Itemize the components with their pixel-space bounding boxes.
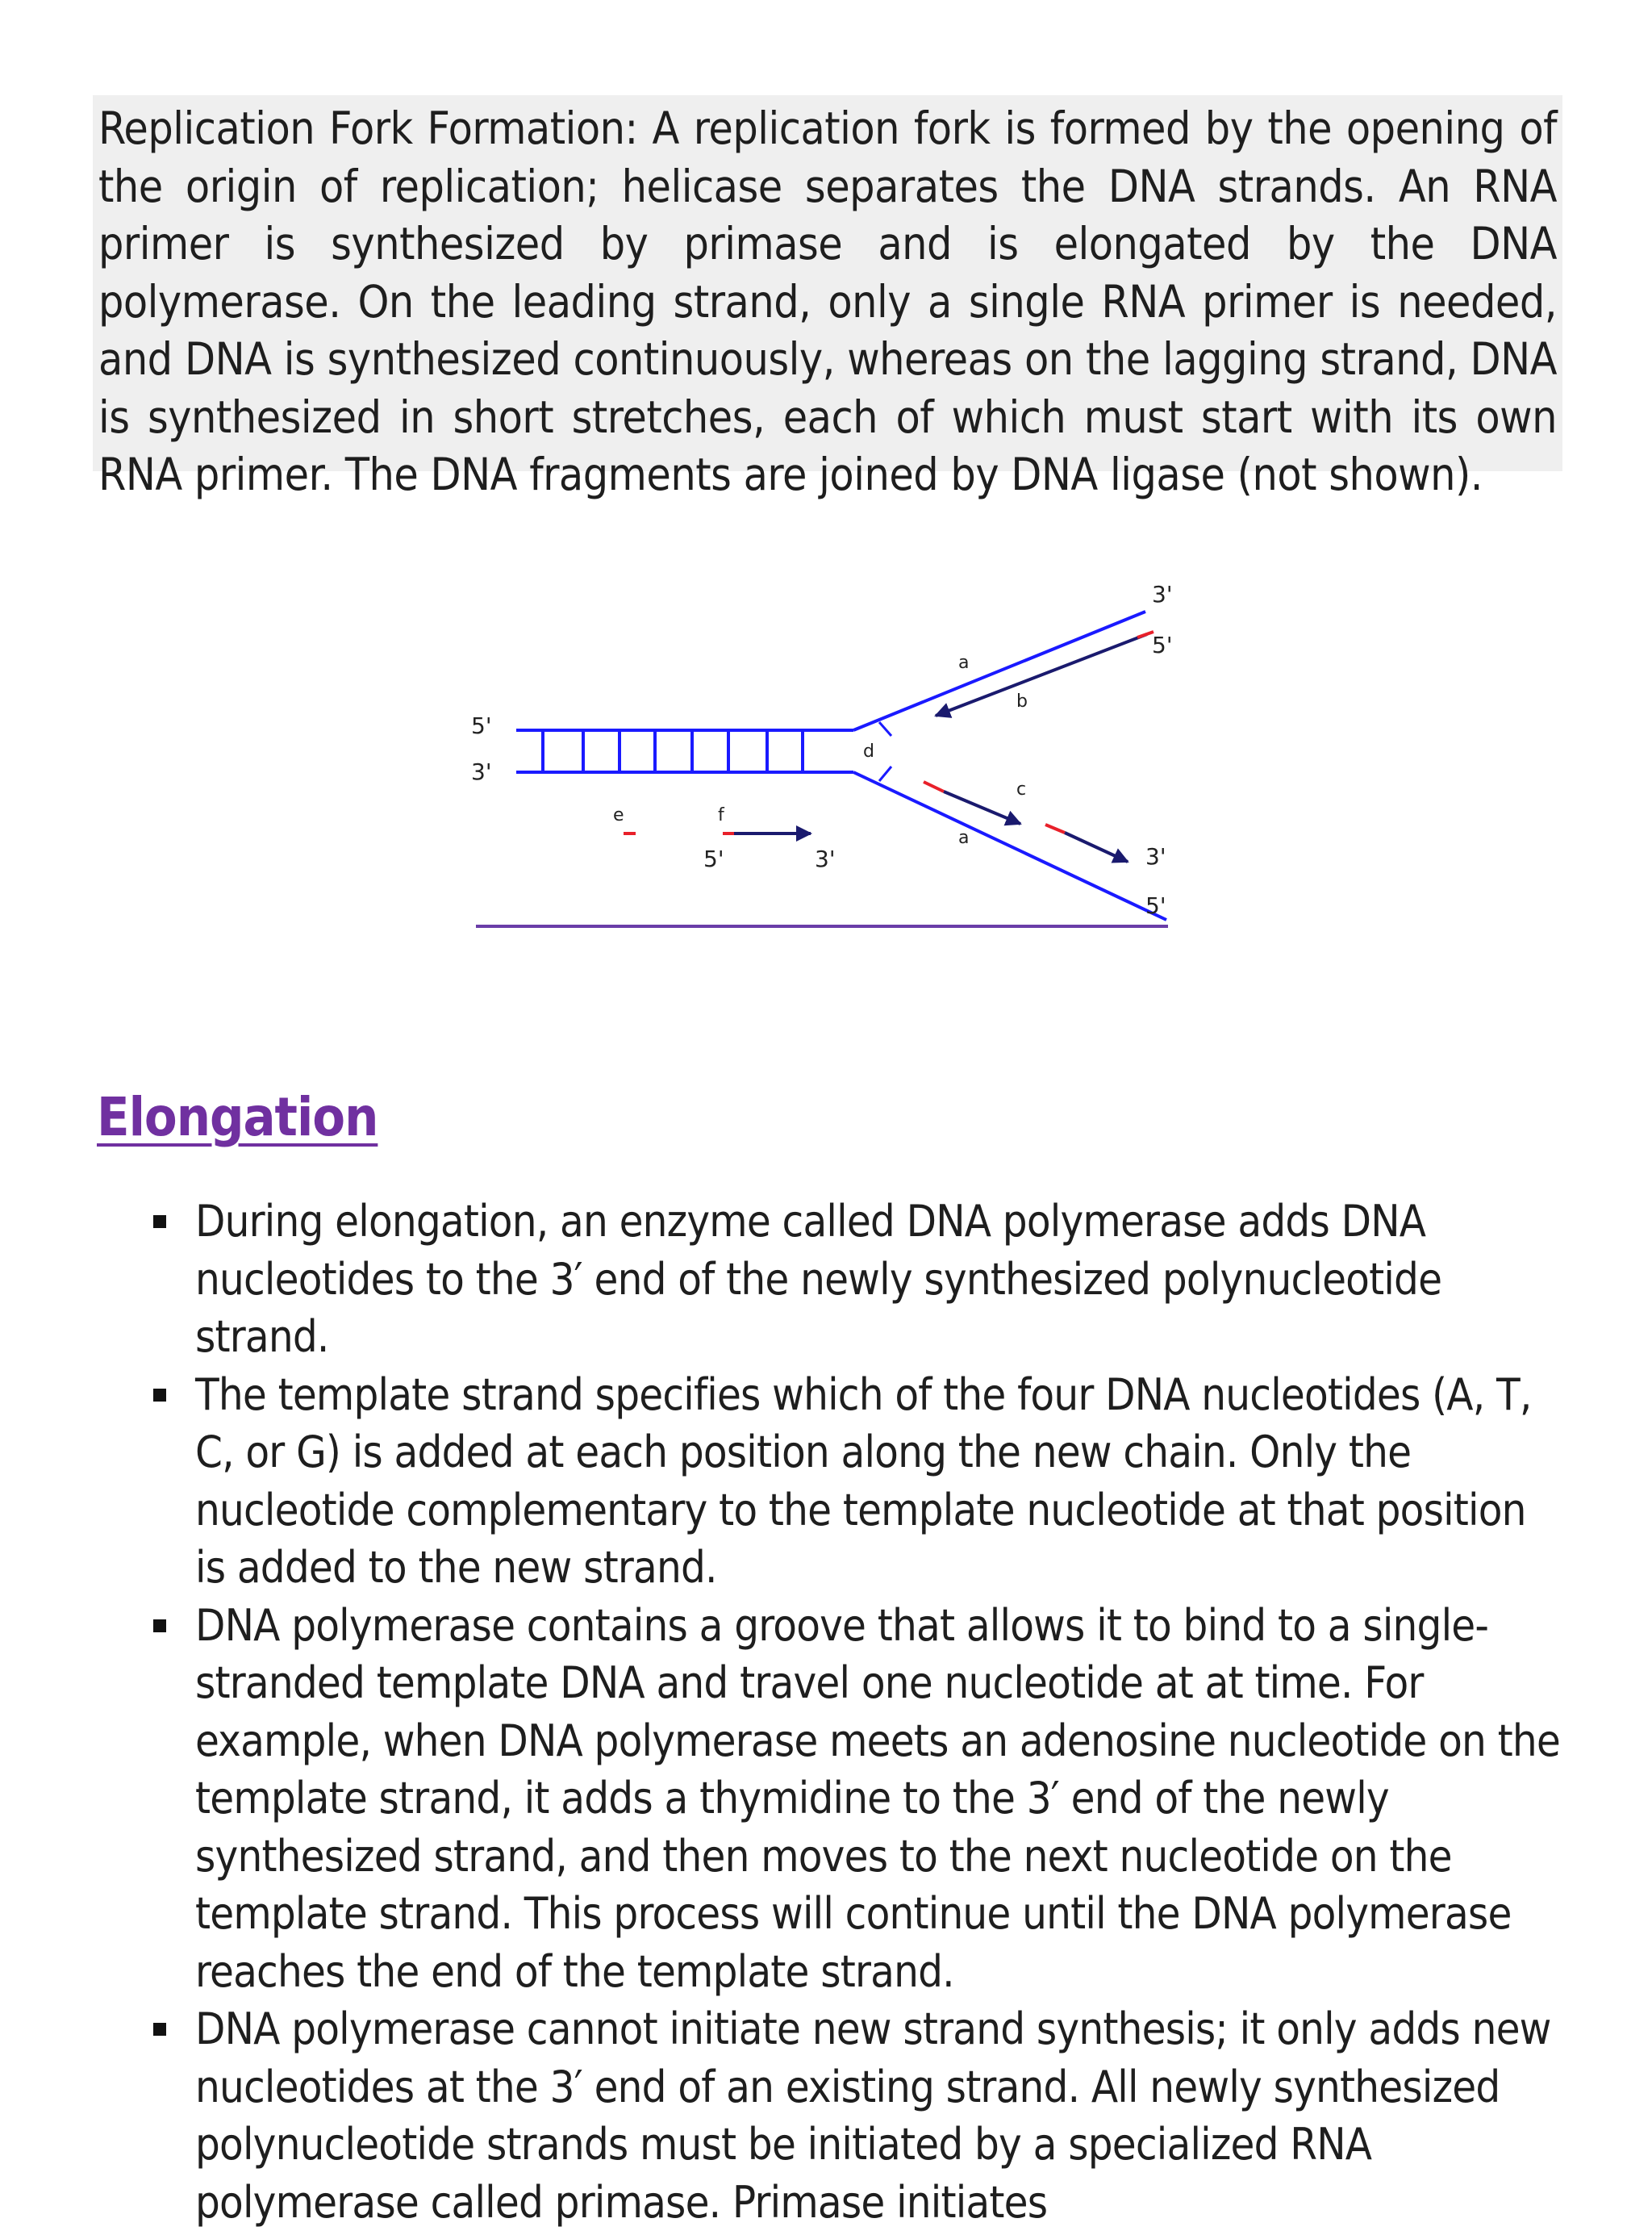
- label-e: e: [613, 805, 624, 825]
- square-bullet-icon: [153, 2023, 166, 2036]
- label-b: b: [1016, 691, 1028, 712]
- list-item: [153, 2000, 1565, 2231]
- label-lower-3prime: 3': [1145, 843, 1166, 870]
- list-item-text: DNA polymerase contains a groove that allows it to bind to a single-stranded template DNA and travel one nucleotide at at time. For example, when DNA polymerase meets an adenosine nucleotide on the template strand, it adds a thymidine to the 3′ end of the newly synthesized strand, and then moves to the next nucleotide on the template strand. This process will continue until the DNA polymerase reaches the end of the template strand.: [195, 1599, 1561, 1997]
- label-legend-3prime: 3': [815, 846, 836, 872]
- list-item: [153, 1366, 1565, 1597]
- list-item-text: During elongation, an enzyme called DNA polymerase adds DNA nucleotides to the 3′ end of the newly synthesized polynucleotide strand.: [195, 1196, 1442, 1362]
- label-upper-5prime: 5': [1152, 632, 1173, 658]
- square-bullet-icon: [153, 1389, 166, 1402]
- square-bullet-icon: [153, 1215, 166, 1228]
- label-left-5prime: 5': [471, 712, 492, 739]
- label-lower-5prime: 5': [1145, 892, 1166, 919]
- label-left-3prime: 3': [471, 758, 492, 785]
- label-a-upper: a: [958, 653, 970, 673]
- label-a-lower: a: [958, 828, 970, 848]
- label-c: c: [1016, 779, 1027, 800]
- lagging-fragment-2: [1065, 833, 1128, 862]
- list-item-text: DNA polymerase cannot initiate new strand synthesis; it only adds new nucleotides at the 3′ end of an existing strand. All newly synthesized polynucleotide strands must be initiated by a specialized RNA polymerase called primase. Primase initiates: [195, 2003, 1551, 2228]
- helicase-mark-lower: [879, 767, 891, 781]
- helicase-mark-upper: [879, 722, 891, 736]
- section-heading: Elongation: [97, 1086, 378, 1148]
- list-item: [153, 1193, 1565, 1366]
- label-upper-3prime: 3': [1152, 581, 1173, 608]
- label-legend-5prime: 5': [703, 846, 724, 872]
- upper-rna-primer: [1137, 632, 1153, 637]
- list-item: [153, 1597, 1565, 2001]
- upper-template-strand: [853, 612, 1145, 730]
- replication-fork-diagram: [452, 573, 1194, 952]
- upper-new-strand: [936, 634, 1147, 716]
- figure-caption: Replication Fork Formation: A replication fork is formed by the opening of the origin of replication; helicase separates the DNA strands. An RNA primer is synthesized by primase and is elongated by the DNA polymerase. On the leading strand, only a single RNA primer is needed, and DNA is synthesized continuously, whereas on the lagging strand, DNA is synthesized in short stretches, each of which must start with its own RNA primer. The DNA fragments are joined by DNA ligase (not shown).: [98, 102, 1557, 500]
- label-d: d: [863, 742, 874, 762]
- lagging-primer-2: [1045, 825, 1065, 833]
- list-item-text: The template strand specifies which of the four DNA nucleotides (A, T, C, or G) is added at each position along the new chain. Only the nucleotide complementary to the template nucleotide at that position is added to the new strand.: [195, 1368, 1532, 1593]
- bullet-list: [153, 1193, 1565, 2231]
- figure-caption-box: [93, 95, 1562, 500]
- lagging-primer-1: [924, 782, 944, 792]
- square-bullet-icon: [153, 1619, 166, 1632]
- label-f: f: [718, 805, 724, 825]
- lower-template-strand: [853, 772, 1166, 920]
- base-pair-rungs: [543, 730, 803, 772]
